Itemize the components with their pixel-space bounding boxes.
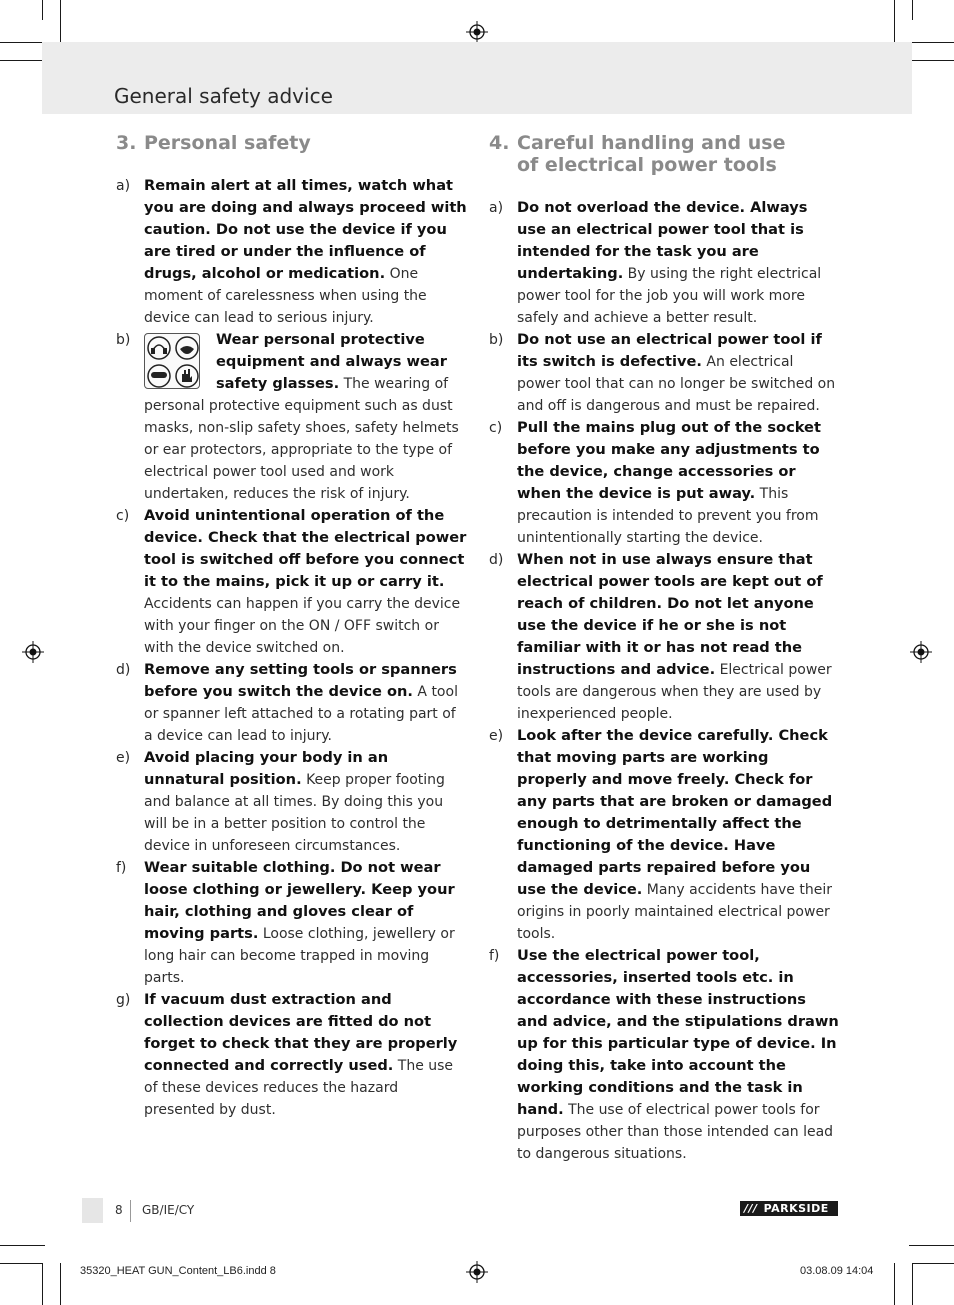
item-text: Accidents can happen if you carry the device with your finger on the ON / OFF switch or with the device switched on. (144, 596, 461, 656)
item-text: Many accidents have their origins in poorly maintained electrical power tools. (517, 882, 832, 942)
item-letter: d) (489, 552, 504, 568)
crop-mark (0, 1263, 42, 1264)
registration-mark-icon (910, 641, 932, 663)
item-letter: a) (489, 200, 504, 216)
list-item (489, 725, 841, 945)
section-heading (489, 132, 841, 176)
crop-mark (912, 42, 954, 43)
item-text: By using the right electrical power tool for the job you will work more safely and achieve a better result. (517, 266, 822, 326)
crop-mark (42, 0, 43, 20)
item-letter: f) (116, 860, 127, 876)
page-number: 8 (115, 1203, 123, 1217)
item-bold-text: Do not use an electrical power tool if its switch is defective. (517, 331, 822, 370)
brand-name: PARKSIDE (763, 1202, 829, 1215)
crop-mark (0, 1245, 45, 1246)
item-bold-text: Look after the device carefully. Check that moving parts are working properly and move freely. Check for any parts that are broken or damaged enough to detrimentally affect the functioning of the device. Have damaged parts repaired before you use the device. (517, 727, 833, 898)
print-slug-datetime: 03.08.09 14:04 (800, 1265, 874, 1277)
list-item (116, 329, 468, 505)
section-number: 4. (489, 132, 510, 154)
crop-mark (909, 1245, 954, 1246)
list-item (116, 747, 468, 857)
item-letter: b) (489, 332, 504, 348)
section-personal-safety (116, 132, 468, 1121)
footer-divider (130, 1200, 131, 1222)
item-bold-text: Avoid unintentional operation of the device. Check that the electrical power tool is switched off before you connect it to the mains, pick it up or carry it. (144, 507, 467, 590)
crop-mark (0, 60, 45, 61)
item-letter: e) (116, 750, 131, 766)
list-item (116, 989, 468, 1121)
item-text: The use of electrical power tools for purposes other than those intended can lead to dangerous situations. (517, 1102, 834, 1162)
crop-mark (912, 0, 913, 20)
item-bold-text: Remove any setting tools or spanners before you switch the device on. (144, 661, 457, 700)
item-bold-text: Wear suitable clothing. Do not wear loose clothing or jewellery. Keep your hair, clothing and gloves clear of moving parts. (144, 859, 455, 942)
footer-box (82, 1198, 103, 1223)
item-letter: f) (489, 948, 500, 964)
list-item (489, 549, 841, 725)
crop-mark (60, 0, 61, 45)
item-bold-text: Do not overload the device. Always use an electrical power tool that is intended for the task you are undertaking. (517, 199, 808, 282)
item-bold-text: When not in use always ensure that electrical power tools are kept out of reach of children. Do not let anyone use the device if he or she is not familiar with it or has not read the instructions and advice. (517, 551, 823, 678)
section-number: 3. (116, 132, 137, 154)
item-text: This precaution is intended to prevent you from unintentionally starting the device. (517, 486, 819, 546)
item-bold-text: Pull the mains plug out of the socket before you make any adjustments to the device, change accessories or when the device is put away. (517, 419, 821, 502)
list-item (116, 659, 468, 747)
item-letter: e) (489, 728, 504, 744)
item-bold-text: Remain alert at all times, watch what you are doing and always proceed with caution. Do not use the device if you are tired or under the influence of drugs, alcohol or medication. (144, 177, 467, 282)
item-text: A tool or spanner left attached to a rotating part of a device can lead to injury. (144, 684, 458, 744)
crop-mark (42, 1263, 43, 1305)
parkside-logo (740, 1201, 838, 1216)
crop-mark (912, 1263, 954, 1264)
print-slug-file: 35320_HEAT GUN_Content_LB6.indd 8 (80, 1265, 276, 1277)
registration-mark-icon (466, 1261, 488, 1283)
crop-mark (912, 60, 954, 61)
section-title: Personal safety (144, 132, 311, 154)
list-item (489, 945, 841, 1165)
locale-label: GB/IE/CY (142, 1203, 195, 1217)
item-letter: d) (116, 662, 131, 678)
list-item (489, 329, 841, 417)
section-heading (116, 132, 468, 154)
registration-mark-icon (466, 21, 488, 43)
item-letter: c) (116, 508, 130, 524)
item-letter: b) (116, 332, 131, 348)
list-item (489, 197, 841, 329)
logo-slashes: /// (744, 1202, 758, 1215)
ppe-icons (144, 333, 200, 389)
item-text: Loose clothing, jewellery or long hair can become trapped in moving parts. (144, 926, 455, 986)
crop-mark (0, 42, 42, 43)
item-text: The use of these devices reduces the hazard presented by dust. (144, 1058, 454, 1118)
item-bold-text: Wear personal protective equipment and always wear safety glasses. (216, 331, 447, 392)
section-careful-handling (489, 132, 841, 1165)
page-title: General safety advice (114, 84, 333, 108)
section-title: Careful handling and use of electrical power tools (517, 132, 786, 176)
item-text: Electrical power tools are dangerous when they are used by inexperienced people. (517, 662, 832, 722)
list-item (116, 175, 468, 329)
item-letter: a) (116, 178, 131, 194)
crop-mark (912, 1263, 913, 1305)
item-letter: c) (489, 420, 503, 436)
item-bold-text: Use the electrical power tool, accessories, inserted tools etc. in accordance with these instructions and advice, and the stipulations drawn up for this particular type of device. In doing this, take into account the working conditions and the task in hand. (517, 947, 839, 1118)
item-bold-text: Avoid placing your body in an unnatural position. (144, 749, 389, 788)
item-text: The wearing of personal protective equipment such as dust masks, non-slip safety shoes, safety helmets or ear protectors, appropriate to the type of electrical power tool used and work undertaken, reduces the risk of injury. (144, 376, 459, 502)
crop-mark (60, 1263, 61, 1305)
item-text: Keep proper footing and balance at all times. By doing this you will be in a better position to control the device in unforeseen circumstances. (144, 772, 445, 854)
list-item (116, 505, 468, 659)
item-letter: g) (116, 992, 131, 1008)
item-bold-text: If vacuum dust extraction and collection devices are fitted do not forget to check that they are properly connected and correctly used. (144, 991, 458, 1074)
item-text: One moment of carelessness when using the device can lead to serious injury. (144, 266, 427, 326)
registration-mark-icon (22, 641, 44, 663)
crop-mark (894, 0, 895, 45)
list-item (489, 417, 841, 549)
item-text: An electrical power tool that can no longer be switched on and off is dangerous and must be repaired. (517, 354, 836, 414)
crop-mark (894, 1263, 895, 1305)
list-item (116, 857, 468, 989)
